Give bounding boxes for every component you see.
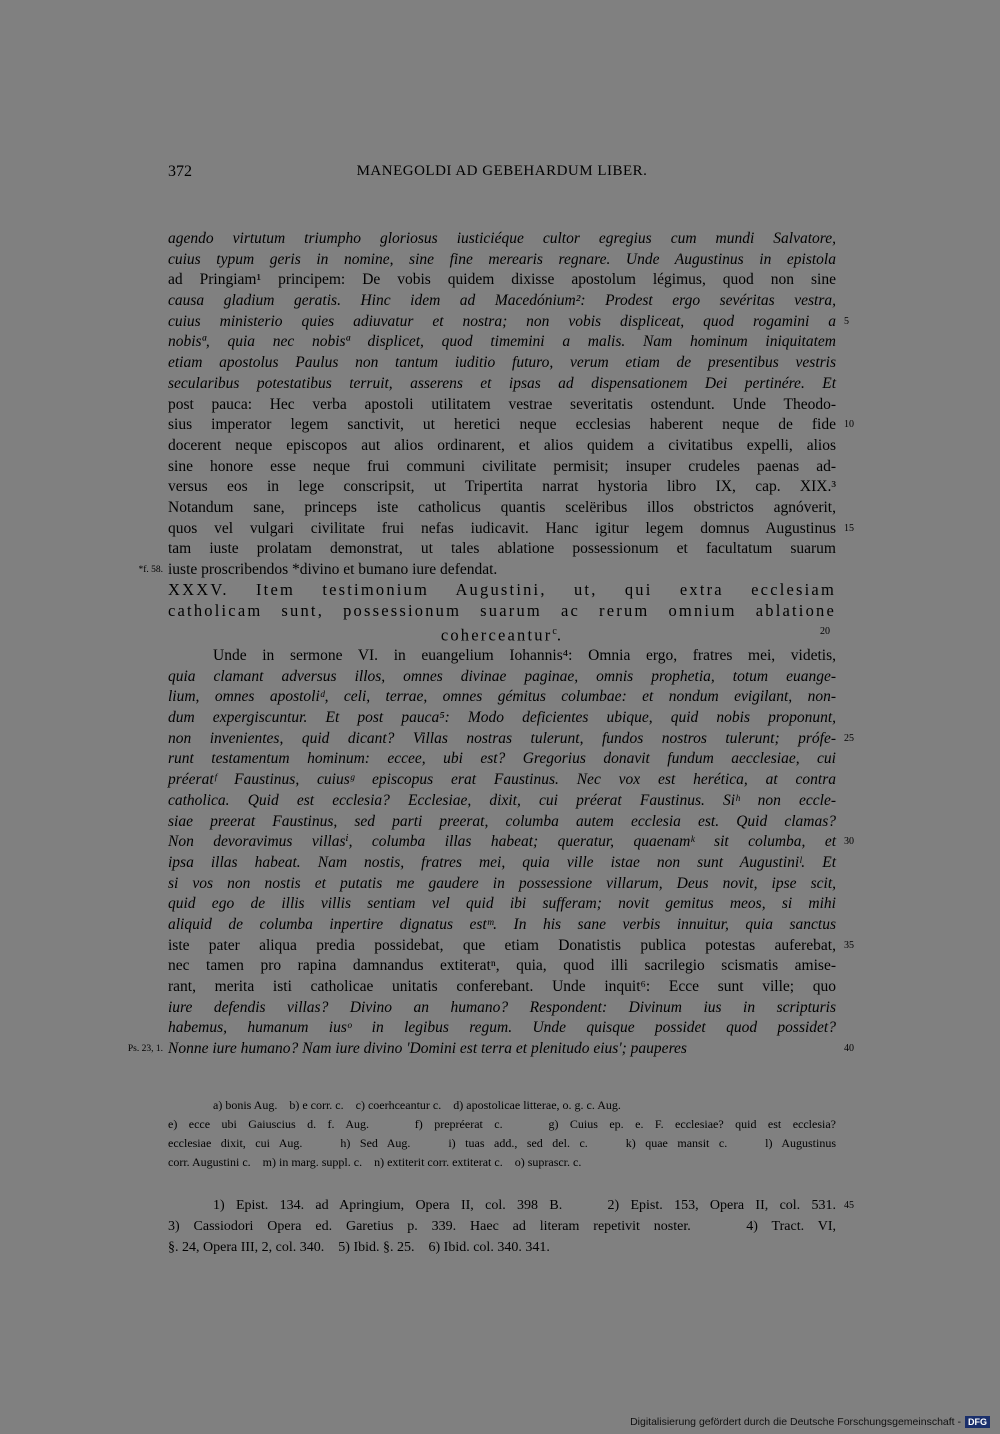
footnote-line	[168, 1216, 836, 1237]
text-line-content: siae preerat Faustinus, sed parti preerat, columba autem ecclesia est. Quid clamas?	[168, 812, 836, 830]
text-line-content: quos vel vulgari civilitate frui nefas iudicavit. Hanc igitur legem domnus Augustinus	[168, 519, 836, 537]
text-line-content: iure defendis villas? Divino an humano? Respondent: Divinum ius in scripturis	[168, 998, 836, 1016]
heading-sup: c	[552, 626, 557, 637]
text-line	[168, 894, 836, 915]
line-number: 35	[844, 939, 854, 951]
text-line	[168, 498, 836, 519]
text-line	[127, 1039, 854, 1060]
text-line-content: iuste proscribendos *divino et bumano iure defendat.	[168, 561, 498, 578]
text-line	[168, 812, 836, 833]
text-line	[168, 1018, 836, 1039]
text-line	[168, 936, 854, 957]
text-line	[168, 374, 836, 395]
text-line	[168, 519, 854, 540]
line-number: 45	[844, 1200, 854, 1211]
apparatus-line: ecclesiae dixit, cui Aug. h) Sed Aug. i) tuas add., sed del. c. k) quae mansit c. l) Augustinus	[168, 1136, 836, 1150]
text-line	[168, 229, 836, 250]
text-line-content: versus eos in lege conscripsit, ut Tripertita narrat hystoria libro IX, cap. XIX.³	[168, 478, 836, 496]
margin-note: *f. 58.	[138, 565, 163, 575]
critical-apparatus	[168, 1096, 836, 1172]
text-line-content: iste pater aliqua predia possidebat, que etiam Donatistis publica potestas auferebat,	[168, 936, 836, 954]
text-line	[168, 708, 836, 729]
chapter-heading	[168, 579, 836, 645]
text-line-content: nobisª, quia nec nobisª displicet, quod timemini a malis. Nam hominum iniquitatem	[168, 333, 836, 351]
text-line	[168, 915, 836, 936]
page-header	[168, 163, 836, 187]
dfg-logo: DFG	[965, 1416, 990, 1428]
text-line-content: causa gladium geratis. Hinc idem ad Macedónium²: Prodest ergo sevéritas vestra,	[168, 292, 836, 310]
text-line	[168, 395, 836, 416]
text-line	[168, 250, 836, 271]
footnote-text: 1) Epist. 134. ad Apringium, Opera II, col. 398 B. 2) Epist. 153, Opera II, col. 531.	[213, 1198, 836, 1213]
text-line	[168, 353, 836, 374]
page-number: 372	[168, 163, 192, 180]
text-line	[168, 853, 836, 874]
text-line-content: runt testamentum hominum: eccee, ubi est? Gregorius donavit fundum aecclesiae, cui	[168, 750, 836, 768]
text-line-content: non invenientes, quid dicant? Villas nostras tulerunt, fundos nostros tulerunt; prófe-	[168, 729, 836, 747]
text-line-content: quia clamant adversus illos, omnes divinae paginae, omnis prophetia, totum euange-	[168, 667, 836, 685]
text-line-content: aliquid de columba inpertire dignatus estᵐ. In his sane verbis innuitur, quia sanctus	[168, 915, 836, 933]
heading-line: catholicam sunt, possessionum suarum ac rerum omnium ablatione	[168, 601, 836, 620]
text-line-content: Notandum sane, princeps iste catholicus quantis scelëribus illos obstrictos agnóverit,	[168, 498, 836, 516]
text-line	[168, 291, 836, 312]
text-line-content: si vos non nostis et putatis me gaudere in possessione villarum, Deus novit, ipse scit,	[168, 874, 836, 892]
text-line-content: cuius typum geris in nomine, sine fine merearis regnare. Unde Augustinus in epistola	[168, 250, 836, 268]
text-line	[168, 270, 836, 291]
text-line-content: sius imperator legem sanctivit, ut heretici neque ecclesias haberent neque de fide	[168, 416, 836, 434]
text-line-content: etiam apostolus Paulus non tantum iuditio futuro, verum etiam de presentibus vestris	[168, 354, 836, 372]
footer-text: Digitalisierung gefördert durch die Deutsche Forschungsgemeinschaft -	[630, 1416, 961, 1428]
text-line-content: lium, omnes apostoliᵈ, celi, terrae, omnes gémitus columbae: et nondum evigilant, non-	[168, 688, 836, 706]
text-line-content: Unde in sermone VI. in euangelium Iohannis⁴: Omnia ergo, fratres mei, videtis,	[213, 647, 836, 664]
text-line	[168, 667, 836, 688]
text-line-content: tam iuste prolatam demonstrat, ut tales ablatione possessionum et facultatum suarum	[168, 540, 836, 558]
text-line	[168, 312, 849, 333]
footnote-line	[168, 1237, 836, 1258]
line-number: 20	[820, 626, 830, 637]
text-line	[168, 457, 836, 478]
text-line-content: dum expergiscuntur. Et post pauca⁵: Modo deficientes ubique, quid nobis proponunt,	[168, 709, 836, 727]
apparatus-line: corr. Augustini c. m) in marg. suppl. c. n) extiterit corr. extiterat c. o) suprascr. c.	[168, 1155, 582, 1169]
text-line-content: préeratᶠ Faustinus, cuiusᵍ episcopus erat Faustinus. Nec vox est herética, at contra	[168, 771, 836, 789]
text-line-content: Nonne iure humano? Nam iure divino 'Domini est terra et plenitudo eius'; pauperes	[168, 1040, 687, 1058]
text-line	[168, 729, 854, 750]
text-line-content: quid ego de illis villis sentiam vel quid ibi sufferam; novit gemitus meos, si mihi	[168, 895, 836, 913]
text-line-content: ipsa illas habeat. Nam nostis, fratres mei, quia ville istae non sunt Augustiniˡ. Et	[168, 853, 836, 871]
heading-line: XXXV. Item testimonium Augustini, ut, qui extra ecclesiam	[168, 580, 836, 599]
text-line	[168, 749, 836, 770]
text-line-content: nec tamen pro rapina damnandus extiteratⁿ, quia, quod illi sacrilegio scismatis amise-	[168, 957, 836, 975]
text-line-content: post pauca: Hec verba apostoli utilitatem vestrae severitatis ostendunt. Unde Theodo-	[168, 395, 836, 413]
text-line	[168, 832, 854, 853]
line-number: 40	[844, 1043, 854, 1055]
text-line	[168, 977, 836, 998]
text-line-content: rant, merita isti catholicae unitatis conferebant. Unde inquit⁶: Ecce sunt ville; quo	[168, 978, 836, 995]
text-line	[168, 770, 836, 791]
text-line	[168, 956, 836, 977]
section-1-text	[138, 229, 854, 581]
text-line-content: agendo virtutum triumpho gloriosus iusticiéque cultor egregius cum mundi Salvatore,	[168, 230, 836, 247]
text-line	[168, 687, 836, 708]
heading-line: coherceantur$^c$. 20	[168, 621, 836, 642]
running-title: MANEGOLDI AD GEBEHARDUM LIBER.	[356, 163, 648, 179]
margin-note: Ps. 23, 1.	[127, 1044, 163, 1055]
text-line	[168, 874, 836, 895]
footnote-line	[168, 1195, 854, 1216]
text-line-content: catholica. Quid est ecclesia? Ecclesiae, dixit, cui préerat Faustinus. Siʰ non eccle-	[168, 791, 836, 809]
text-line	[168, 646, 836, 667]
footnote-text: 3) Cassiodori Opera ed. Garetius p. 339. Haec ad literam repetivit noster. 4) Tract. VI,	[168, 1219, 836, 1234]
text-line-content: Non devoravimus villasⁱ, columba illas habeat; queratur, quaenamᵏ sit columba, et	[168, 833, 836, 851]
text-line	[168, 436, 836, 457]
footer-credit	[630, 1412, 990, 1432]
text-line	[138, 560, 836, 581]
text-line-content: docerent neque episcopos aut alios ordinarent, et alios quidem a civitatibus expelli, alios	[168, 436, 836, 454]
text-line	[168, 415, 854, 436]
line-number: 15	[844, 522, 854, 534]
text-line-content: habemus, humanum iusᵒ in legibus regum. Unde quisque possidet quod possidet?	[168, 1019, 836, 1037]
text-line-content: sine honore esse neque frui communi civilitate permisit; insuper crudeles paenas ad-	[168, 457, 836, 475]
apparatus-line: e) ecce ubi Gaiuscius d. f. Aug. f) prepréerat c. g) Cuius ep. e. F. ecclesiae? quid est ecclesia?	[168, 1117, 836, 1131]
text-line-content: secularibus potestatibus terruit, asserens et ipsas ad dispensationem Dei pertinére. Et	[168, 374, 836, 392]
apparatus-line: a) bonis Aug. b) e corr. c. c) coerhceantur c. d) apostolicae litterae, o. g. c. Aug.	[213, 1098, 621, 1112]
heading-line-text: coherceantur	[440, 625, 553, 645]
line-number: 10	[844, 419, 854, 431]
text-line	[168, 477, 836, 498]
text-line-content: ad Pringiam¹ principem: De vobis quidem dixisse apostolum légimus, quod non sine	[168, 271, 836, 289]
line-number: 5	[844, 315, 849, 327]
section-2-text	[127, 646, 854, 1060]
text-line	[168, 539, 836, 560]
footnote-text: §. 24, Opera III, 2, col. 340. 5) Ibid. §. 25. 6) Ibid. col. 340. 341.	[168, 1240, 550, 1255]
line-number: 30	[844, 836, 854, 848]
footnotes	[168, 1195, 854, 1258]
text-line	[168, 332, 836, 353]
line-number: 25	[844, 732, 854, 744]
text-line	[168, 791, 836, 812]
text-line-content: cuius ministerio quies adiuvatur et nostra; non vobis displiceat, quod rogamini a	[168, 312, 836, 330]
text-line	[168, 998, 836, 1019]
